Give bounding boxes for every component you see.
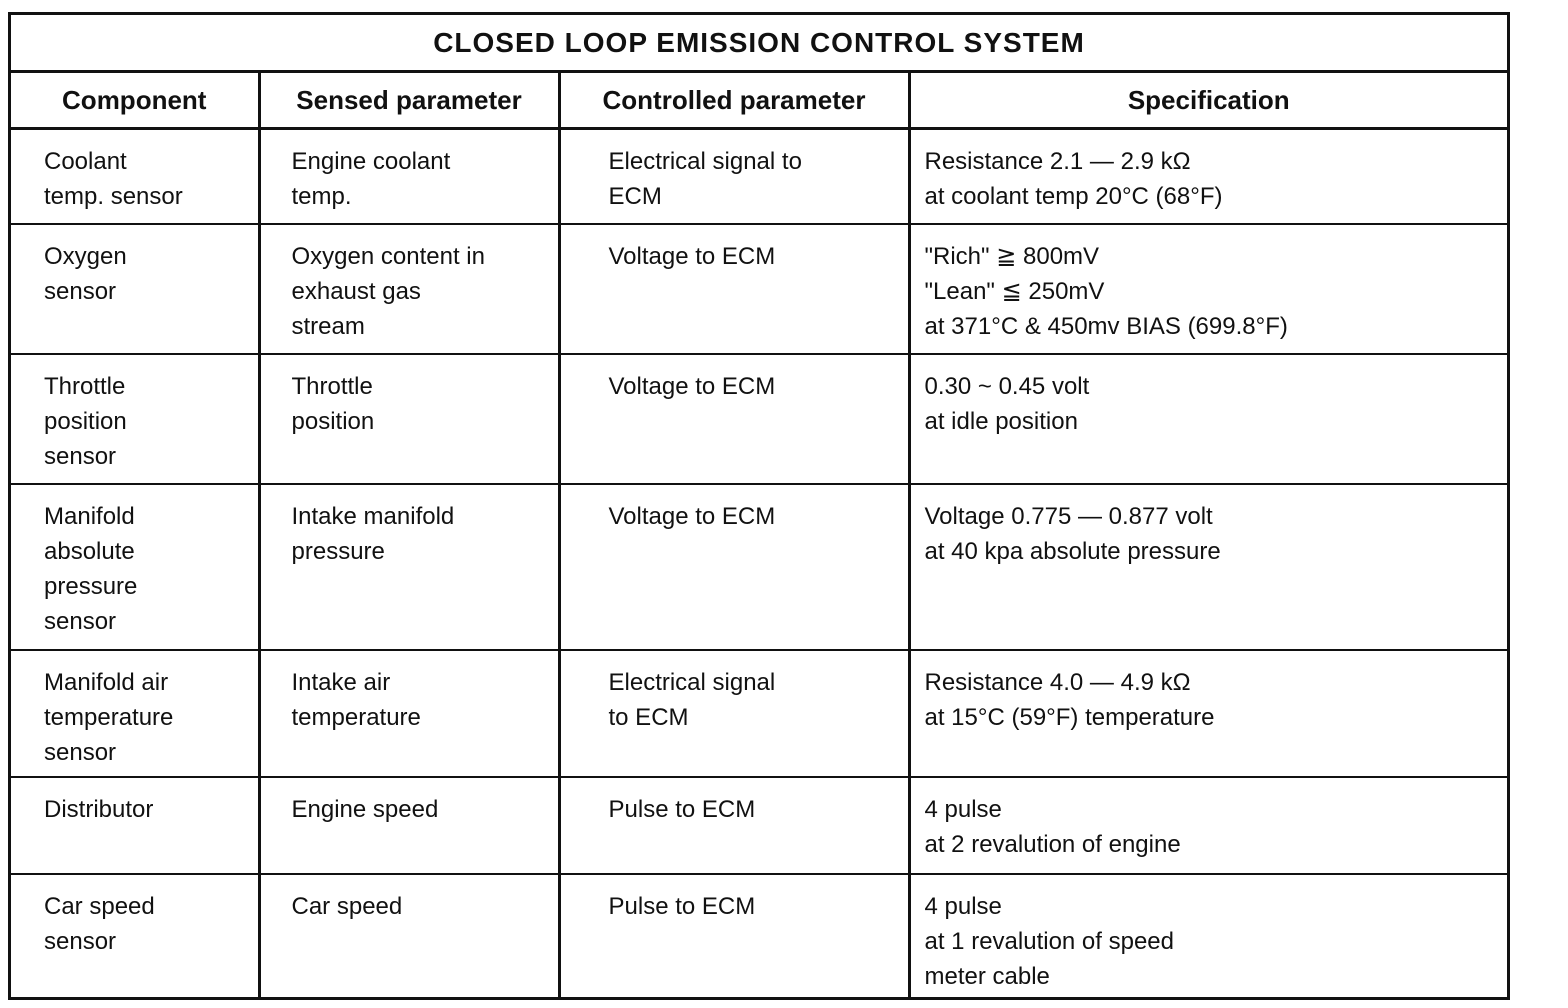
cell-text-line: Pulse to ECM xyxy=(608,892,756,920)
component-cell xyxy=(11,129,259,224)
table-row xyxy=(11,354,1507,484)
cell-text-line: Resistance 2.1 — 2.9 kΩ xyxy=(924,148,1191,175)
cell-text-line: "Rich" ≧ 800mV xyxy=(924,242,1100,270)
cell-text-line: Car speed xyxy=(291,892,403,920)
table-row xyxy=(11,650,1507,777)
component-cell xyxy=(11,874,259,998)
cell-text-line: sensor xyxy=(44,277,117,305)
cell-text-line: pressure xyxy=(44,572,138,600)
cell-text-line: Electrical signal xyxy=(608,668,776,696)
sensed-parameter-cell xyxy=(259,777,559,874)
cell-text-line: at coolant temp 20°C (68°F) xyxy=(924,183,1223,210)
cell-text-line: Oxygen content in xyxy=(291,242,485,270)
table-row xyxy=(11,129,1507,224)
column-header-controlled-parameter: Controlled parameter xyxy=(559,73,909,129)
cell-text-line: Oxygen xyxy=(44,242,127,270)
cell-text-line: sensor xyxy=(44,607,117,635)
cell-text-line: absolute xyxy=(44,537,135,565)
table-row xyxy=(11,777,1507,874)
controlled-parameter-cell xyxy=(559,484,909,650)
specification-cell xyxy=(909,129,1507,224)
cell-text-line: temp. xyxy=(291,183,352,210)
emission-control-table-frame xyxy=(8,12,1510,1000)
table-body xyxy=(11,129,1507,998)
cell-text-line: Voltage to ECM xyxy=(608,242,776,270)
specification-cell xyxy=(909,777,1507,874)
column-header-component: Component xyxy=(11,73,259,129)
cell-text-line: 4 pulse xyxy=(924,795,1002,823)
cell-text-line: Intake manifold xyxy=(291,502,455,530)
cell-text-line: at 2 revalution of engine xyxy=(924,830,1181,858)
table-row xyxy=(11,874,1507,998)
sensed-parameter-cell xyxy=(259,874,559,998)
column-header-specification: Specification xyxy=(909,73,1507,129)
cell-text-line: at idle position xyxy=(924,407,1078,435)
controlled-parameter-cell xyxy=(559,650,909,777)
sensed-parameter-cell xyxy=(259,354,559,484)
controlled-parameter-cell xyxy=(559,129,909,224)
specification-cell xyxy=(909,484,1507,650)
cell-text-line: Voltage to ECM xyxy=(608,502,776,530)
sensed-parameter-cell xyxy=(259,129,559,224)
controlled-parameter-cell xyxy=(559,777,909,874)
cell-text-line: Coolant xyxy=(44,148,127,175)
controlled-parameter-cell xyxy=(559,874,909,998)
sensed-parameter-cell xyxy=(259,484,559,650)
cell-text-line: at 1 revalution of speed xyxy=(924,927,1175,955)
column-header-sensed-parameter: Sensed parameter xyxy=(259,73,559,129)
cell-text-line: Throttle xyxy=(291,372,373,400)
cell-text-line: Throttle xyxy=(44,372,126,400)
cell-text-line: at 40 kpa absolute pressure xyxy=(924,537,1221,565)
cell-text-line: temperature xyxy=(44,703,174,731)
cell-text-line: Engine coolant xyxy=(291,148,451,175)
component-cell xyxy=(11,650,259,777)
component-cell xyxy=(11,484,259,650)
sensed-parameter-cell xyxy=(259,650,559,777)
cell-text-line: position xyxy=(44,407,127,435)
component-cell xyxy=(11,777,259,874)
cell-text-line: Car speed xyxy=(44,892,155,920)
cell-text-line: 0.30 ~ 0.45 volt xyxy=(924,372,1090,400)
cell-text-line: stream xyxy=(291,312,365,340)
table-title: CLOSED LOOP EMISSION CONTROL SYSTEM xyxy=(11,15,1507,73)
cell-text-line: position xyxy=(291,407,375,435)
header-row xyxy=(11,73,1507,129)
cell-text-line: Engine speed xyxy=(291,795,439,823)
cell-text-line: at 15°C (59°F) temperature xyxy=(924,703,1215,731)
cell-text-line: to ECM xyxy=(608,703,689,731)
cell-text-line: sensor xyxy=(44,442,117,470)
sensed-parameter-cell xyxy=(259,224,559,354)
cell-text-line: Electrical signal to xyxy=(608,148,802,175)
controlled-parameter-cell xyxy=(559,224,909,354)
cell-text-line: Voltage to ECM xyxy=(608,372,776,400)
cell-text-line: exhaust gas xyxy=(291,277,421,305)
cell-text-line: meter cable xyxy=(924,962,1050,990)
cell-text-line: 4 pulse xyxy=(924,892,1002,920)
cell-text-line: Manifold air xyxy=(44,668,169,696)
cell-text-line: Manifold xyxy=(44,502,135,530)
cell-text-line: Resistance 4.0 — 4.9 kΩ xyxy=(924,668,1191,696)
cell-text-line: sensor xyxy=(44,927,117,955)
component-cell xyxy=(11,354,259,484)
specification-cell xyxy=(909,354,1507,484)
cell-text-line: temperature xyxy=(291,703,421,731)
cell-text-line: at 371°C & 450mv BIAS (699.8°F) xyxy=(924,312,1288,340)
cell-text-line: Intake air xyxy=(291,668,391,696)
specification-cell xyxy=(909,874,1507,998)
cell-text-line: ECM xyxy=(608,183,662,210)
table-row xyxy=(11,224,1507,354)
specification-table xyxy=(11,73,1507,998)
cell-text-line: pressure xyxy=(291,537,385,565)
cell-text-line: sensor xyxy=(44,738,117,766)
cell-text-line: Distributor xyxy=(44,795,154,823)
cell-text-line: "Lean" ≦ 250mV xyxy=(924,277,1105,305)
cell-text-line: Voltage 0.775 — 0.877 volt xyxy=(924,502,1213,530)
controlled-parameter-cell xyxy=(559,354,909,484)
component-cell xyxy=(11,224,259,354)
specification-cell xyxy=(909,224,1507,354)
cell-text-line: temp. sensor xyxy=(44,183,183,210)
table-row xyxy=(11,484,1507,650)
cell-text-line: Pulse to ECM xyxy=(608,795,756,823)
specification-cell xyxy=(909,650,1507,777)
